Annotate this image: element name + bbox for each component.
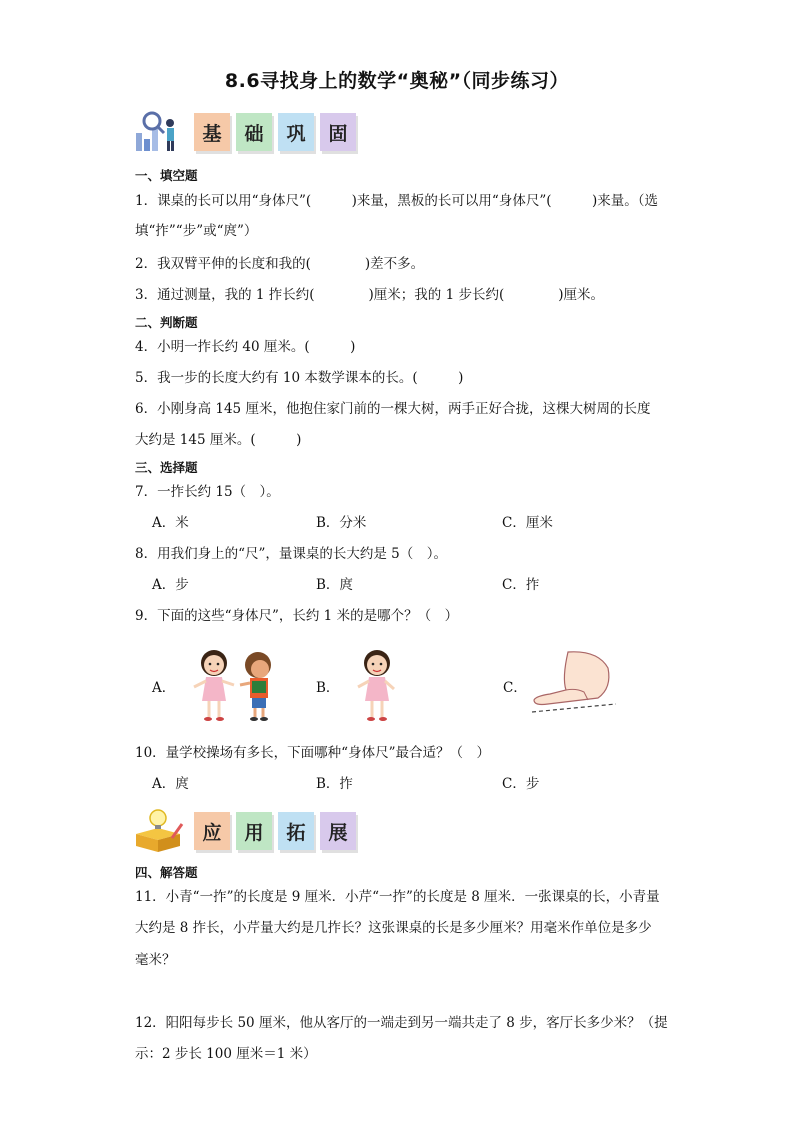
question-5: 5．我一步的长度大约有 10 本数学课本的长。( ) (135, 370, 464, 386)
section-heading: 一、填空题 (135, 168, 198, 183)
section-heading: 二、判断题 (135, 315, 198, 330)
question-9-stem: 9．下面的这些“身体尺”，长约 1 米的是哪个？（ ） (135, 608, 459, 624)
question-11-line2: 大约是 8 拃长，小芹量大约是几拃长？这张课桌的长是多少厘米？用毫米作单位是多少 (135, 920, 652, 936)
option-b: B．分米 (316, 515, 367, 531)
section-banner-extension (132, 808, 362, 854)
question-6-line2: 大约是 145 厘米。( ) (135, 432, 302, 448)
option-c: C． (503, 680, 527, 696)
magnifier-person-icon (132, 109, 186, 155)
banner-tile: 用 (236, 812, 272, 850)
lightbulb-box-icon (132, 808, 186, 854)
question-4: 4．小明一拃长约 40 厘米。( ) (135, 339, 356, 355)
banner-tile: 基 (194, 113, 230, 151)
banner-tile: 础 (236, 113, 272, 151)
page-title: 8.6寻找身上的数学“奥秘”（同步练习） (224, 70, 570, 92)
banner-tile: 拓 (278, 812, 314, 850)
girl-standing-illustration (354, 645, 400, 723)
hand-span-illustration (528, 648, 618, 718)
section-heading: 四、解答题 (135, 865, 198, 880)
option-a: A． (152, 680, 176, 696)
question-7-stem: 7．一拃长约 15（ ）。 (135, 484, 280, 500)
two-children-arms-spread-illustration (190, 645, 280, 723)
question-12-line1: 12．阳阳每步长 50 厘米，他从客厅的一端走到另一端共走了 8 步，客厅长多少米？（提 (135, 1015, 668, 1031)
option-b: B．庹 (316, 577, 353, 593)
question-1-line2: 填“拃”“步”或“庹”） (135, 223, 258, 239)
option-a: A．步 (152, 577, 189, 593)
banner-tile: 应 (194, 812, 230, 850)
section-banner-basic (132, 109, 362, 155)
option-a: A．米 (152, 515, 189, 531)
option-b: B． (316, 680, 340, 696)
option-c: C．厘米 (502, 515, 553, 531)
option-c: C．拃 (502, 577, 540, 593)
question-11-line3: 毫米？ (135, 952, 176, 968)
banner-tile: 固 (320, 113, 356, 151)
question-12-line2: 示：2 步长 100 厘米＝1 米） (135, 1046, 317, 1062)
section-heading: 三、选择题 (135, 460, 198, 475)
question-1-line1: 1．课桌的长可以用“身体尺”( )来量，黑板的长可以用“身体尺”( )来量。（选 (135, 193, 659, 209)
banner-tile: 巩 (278, 113, 314, 151)
option-c: C．步 (502, 776, 540, 792)
option-a: A．庹 (152, 776, 189, 792)
question-2: 2．我双臂平伸的长度和我的( )差不多。 (135, 256, 425, 272)
option-b: B．拃 (316, 776, 353, 792)
question-8-stem: 8．用我们身上的“尺”，量课桌的长大约是 5（ ）。 (135, 546, 448, 562)
question-3: 3．通过测量，我的 1 拃长约( )厘米；我的 1 步长约( )厘米。 (135, 287, 604, 303)
question-10-stem: 10．量学校操场有多长，下面哪种“身体尺”最合适？（ ） (135, 745, 490, 761)
question-11-line1: 11．小青“一拃”的长度是 9 厘米．小芹“一拃”的长度是 8 厘米．一张课桌的长，小青量 (135, 889, 660, 905)
question-6-line1: 6．小刚身高 145 厘米，他抱住家门前的一棵大树，两手正好合拢，这棵大树周的长度 (135, 401, 651, 417)
banner-tile: 展 (320, 812, 356, 850)
